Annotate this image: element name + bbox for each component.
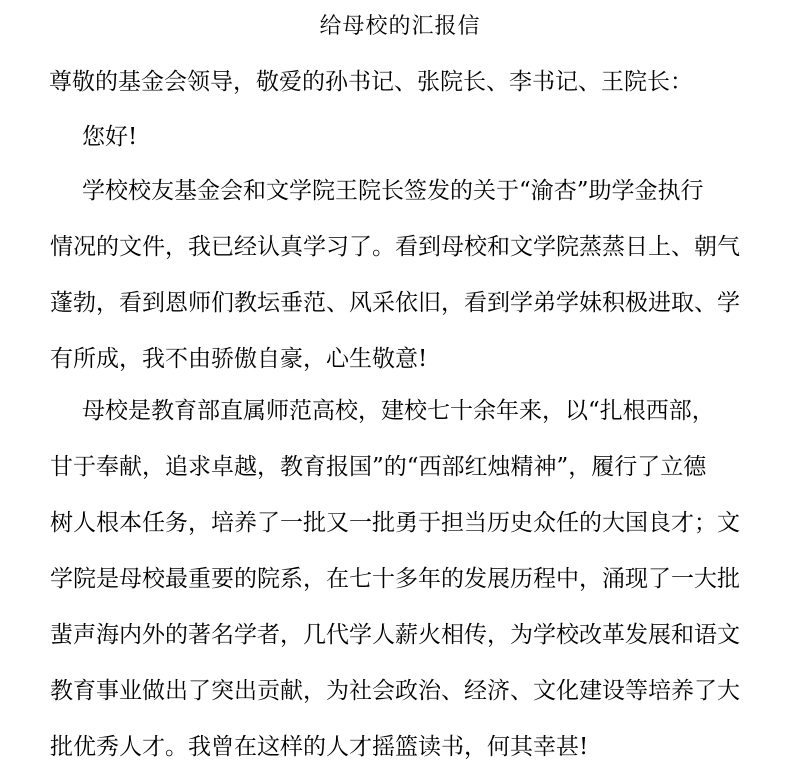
paragraph-line: 教育事业做出了突出贡献，为社会政治、经济、文化建设等培养了大 [50,678,740,704]
paragraph-1 [50,163,770,387]
paragraph-line: 学院是母校最重要的院系，在七十多年的发展历程中，涌现了一大批 [50,566,740,592]
paragraph-line: 树人根本任务，培养了一批又一批勇于担当历史众任的大国良才；文 [50,510,740,536]
paragraph-line: 蓬勃，看到恩师们教坛垂范、风采依旧，看到学弟学妹积极进取、学 [50,290,740,316]
paragraph-line: 母校是教育部直属师范高校，建校七十余年来，以“扎根西部， [82,398,715,424]
paragraph-line: 蜚声海内外的著名学者，几代学人薪火相传，为学校改革发展和语文 [50,622,740,648]
salutation: 尊敬的基金会领导，敬爱的孙书记、张院长、李书记、王院长： [49,69,693,95]
paragraph-line: 学校校友基金会和文学院王院长签发的关于“渝杏”助学金执行 [82,178,704,204]
paragraph-line: 批优秀人才。我曾在这样的人才摇篮读书，何其幸甚! [50,734,589,760]
paragraph-line: 有所成，我不由骄傲自豪，心生敬意! [50,346,428,372]
paragraph-2 [50,383,770,775]
paragraph-line: 甘于奉献，追求卓越，教育报国”的“西部红烛精神”，履行了立德 [50,454,707,480]
paragraph-line: 情况的文件，我已经认真学习了。看到母校和文学院蒸蒸日上、朝气 [50,234,740,260]
greeting: 您好! [82,124,138,150]
letter-title: 给母校的汇报信 [319,14,481,39]
